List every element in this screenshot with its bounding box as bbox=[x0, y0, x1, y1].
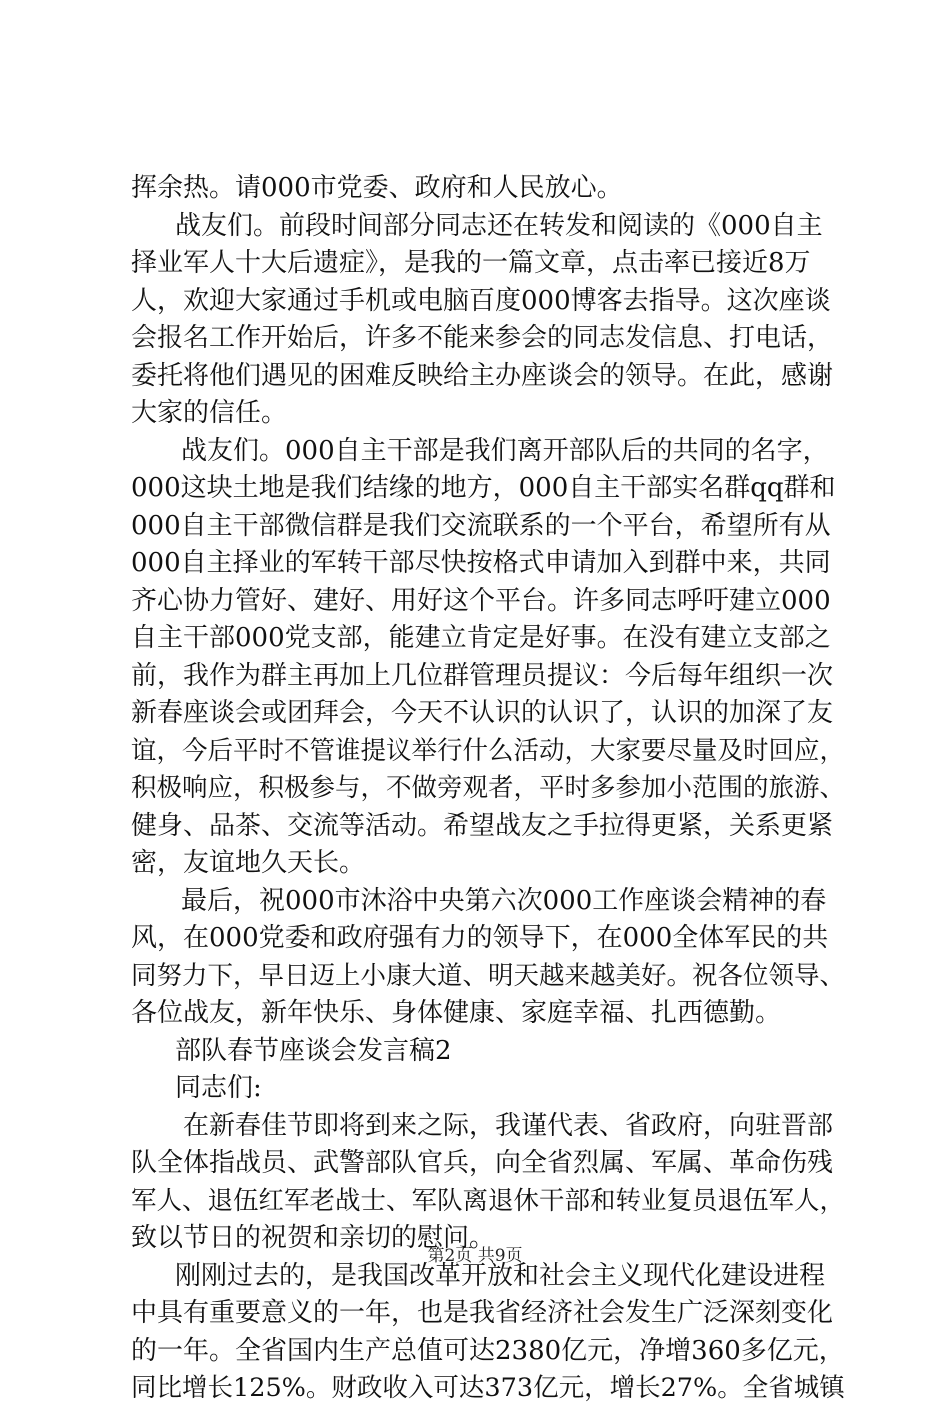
text-line: 刚刚过去的，是我国改革开放和社会主义现代化建设进程 bbox=[175, 1260, 826, 1291]
text-line: 人，欢迎大家通过手机或电脑百度000博客去指导。这次座谈 bbox=[131, 285, 831, 316]
text-line: 同志们: bbox=[175, 1073, 262, 1103]
text-line: 谊，今后平时不管谁提议举行什么活动，大家要尽量及时回应， bbox=[131, 735, 846, 766]
text-line: 会报名工作开始后，许多不能来参会的同志发信息、打电话， bbox=[131, 323, 834, 353]
text-line: 挥余热。请000市党委、政府和人民放心。 bbox=[131, 173, 623, 203]
text-line: 最后，祝000市沐浴中央第六次000工作座谈会精神的春 bbox=[181, 885, 827, 916]
text-line: 000自主择业的军转干部尽快按格式申请加入到群中来，共同 bbox=[131, 548, 831, 578]
text-line: 前，我作为群主再加上几位群管理员提议：今后每年组织一次 bbox=[131, 660, 834, 691]
text-line: 战友们。000自主干部是我们离开部队后的共同的名字， bbox=[181, 435, 829, 466]
text-line: 密，友谊地久天长。 bbox=[131, 848, 366, 878]
text-line: 积极响应，积极参与，不做旁观者，平时多参加小范围的旅游、 bbox=[131, 773, 846, 803]
page-footer: 第2页 共9页 bbox=[427, 1246, 523, 1266]
text-line: 自主干部000党支部，能建立肯定是好事。在没有建立支部之 bbox=[131, 623, 831, 653]
text-line: 中具有重要意义的一年，也是我省经济社会发生广泛深刻变化 bbox=[131, 1298, 834, 1328]
text-line: 的一年。全省国内生产总值可达2380亿元，净增360多亿元， bbox=[131, 1335, 845, 1366]
text-line: 军人、退伍红军老战士、军队离退休干部和转业复员退伍军人， bbox=[131, 1185, 846, 1216]
text-line: 委托将他们遇见的困难反映给主办座谈会的领导。在此，感谢 bbox=[131, 360, 834, 391]
document-body bbox=[131, 170, 851, 1408]
text-line: 致以节日的祝贺和亲切的慰问。 bbox=[131, 1223, 496, 1253]
text-line: 同努力下，早日迈上小康大道、明天越来越美好。祝各位领导、 bbox=[131, 960, 846, 991]
text-line: 000这块土地是我们结缘的地方，000自主干部实名群qq群和 bbox=[131, 473, 836, 503]
text-line: 新春座谈会或团拜会，今天不认识的认识了，认识的加深了友 bbox=[131, 698, 834, 728]
text-line: 齐心协力管好、建好、用好这个平台。许多同志呼吁建立000 bbox=[131, 585, 831, 616]
text-line: 部队春节座谈会发言稿2 bbox=[175, 1035, 452, 1066]
text-line: 000自主干部微信群是我们交流联系的一个平台，希望所有从 bbox=[131, 510, 831, 541]
text-line: 健身、品茶、交流等活动。希望战友之手拉得更紧，关系更紧 bbox=[131, 810, 834, 841]
text-line: 风，在000党委和政府强有力的领导下，在000全体军民的共 bbox=[131, 923, 829, 953]
text-line: 各位战友，新年快乐、身体健康、家庭幸福、扎西德勤。 bbox=[131, 998, 782, 1028]
text-line: 同比增长125%。财政收入可达373亿元，增长27%。全省城镇 bbox=[131, 1373, 845, 1403]
text-line: 择业军人十大后遗症》，是我的一篇文章，点击率已接近8万 bbox=[131, 248, 811, 278]
text-line: 大家的信任。 bbox=[131, 398, 288, 428]
text-line: 队全体指战员、武警部队官兵，向全省烈属、军属、革命伤残 bbox=[131, 1148, 834, 1178]
text-line: 在新春佳节即将到来之际，我谨代表、省政府，向驻晋部 bbox=[183, 1110, 834, 1141]
text-line: 战友们。前段时间部分同志还在转发和阅读的《000自主 bbox=[175, 210, 823, 241]
